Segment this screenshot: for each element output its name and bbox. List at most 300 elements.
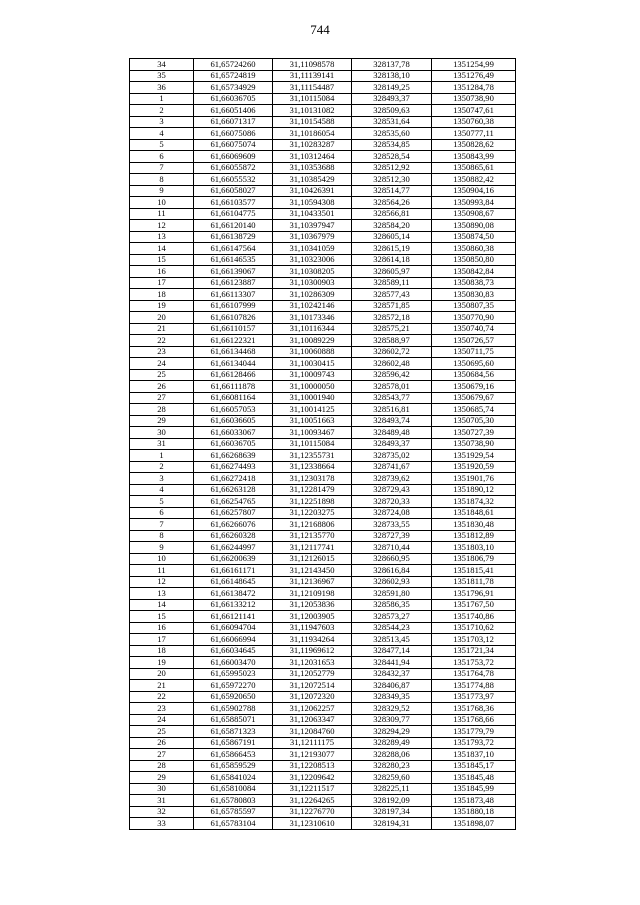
table-row (130, 323, 516, 335)
table-row (130, 335, 516, 347)
x-coordinate-cell: 328575,21 (352, 323, 432, 335)
latitude-cell: 61,66257807 (194, 507, 273, 519)
longitude-cell: 31,10594308 (273, 197, 352, 209)
longitude-cell: 31,10131082 (273, 105, 352, 117)
table-row (130, 185, 516, 197)
x-coordinate-cell: 328512,92 (352, 162, 432, 174)
table-row (130, 59, 516, 71)
y-coordinate-cell: 1351830,48 (432, 519, 516, 531)
longitude-cell: 31,12264265 (273, 795, 352, 807)
y-coordinate-cell: 1350874,50 (432, 231, 516, 243)
latitude-cell: 61,66268639 (194, 450, 273, 462)
x-coordinate-cell: 328578,01 (352, 381, 432, 393)
point-number-cell: 26 (130, 737, 194, 749)
longitude-cell: 31,10009743 (273, 369, 352, 381)
longitude-cell: 31,10308205 (273, 266, 352, 278)
latitude-cell: 61,65859529 (194, 760, 273, 772)
x-coordinate-cell: 328605,97 (352, 266, 432, 278)
latitude-cell: 61,66107999 (194, 300, 273, 312)
point-number-cell: 20 (130, 312, 194, 324)
longitude-cell: 31,10385429 (273, 174, 352, 186)
longitude-cell: 31,10014125 (273, 404, 352, 416)
point-number-cell: 10 (130, 553, 194, 565)
table-row (130, 70, 516, 82)
point-number-cell: 18 (130, 645, 194, 657)
point-number-cell: 20 (130, 668, 194, 680)
y-coordinate-cell: 1350685,74 (432, 404, 516, 416)
table-row (130, 174, 516, 186)
point-number-cell: 14 (130, 599, 194, 611)
table-row (130, 346, 516, 358)
y-coordinate-cell: 1351793,72 (432, 737, 516, 749)
latitude-cell: 61,66200639 (194, 553, 273, 565)
longitude-cell: 31,10173346 (273, 312, 352, 324)
table-row (130, 542, 516, 554)
point-number-cell: 15 (130, 254, 194, 266)
table-row (130, 254, 516, 266)
y-coordinate-cell: 1351874,32 (432, 496, 516, 508)
latitude-cell: 61,66058027 (194, 185, 273, 197)
y-coordinate-cell: 1350830,83 (432, 289, 516, 301)
x-coordinate-cell: 328477,14 (352, 645, 432, 657)
point-number-cell: 28 (130, 760, 194, 772)
y-coordinate-cell: 1350807,35 (432, 300, 516, 312)
point-number-cell: 3 (130, 116, 194, 128)
latitude-cell: 61,66075074 (194, 139, 273, 151)
y-coordinate-cell: 1351890,12 (432, 484, 516, 496)
longitude-cell: 31,12193077 (273, 749, 352, 761)
point-number-cell: 23 (130, 346, 194, 358)
table-row (130, 806, 516, 818)
latitude-cell: 61,66146535 (194, 254, 273, 266)
y-coordinate-cell: 1351703,12 (432, 634, 516, 646)
latitude-cell: 61,66051406 (194, 105, 273, 117)
latitude-cell: 61,66138472 (194, 588, 273, 600)
latitude-cell: 61,65885071 (194, 714, 273, 726)
y-coordinate-cell: 1351803,10 (432, 542, 516, 554)
point-number-cell: 29 (130, 415, 194, 427)
point-number-cell: 4 (130, 128, 194, 140)
y-coordinate-cell: 1350679,16 (432, 381, 516, 393)
latitude-cell: 61,65841024 (194, 772, 273, 784)
latitude-cell: 61,66266076 (194, 519, 273, 531)
table-row (130, 599, 516, 611)
table-row (130, 266, 516, 278)
table-row (130, 105, 516, 117)
y-coordinate-cell: 1351815,41 (432, 565, 516, 577)
longitude-cell: 31,12062257 (273, 703, 352, 715)
longitude-cell: 31,12053836 (273, 599, 352, 611)
point-number-cell: 21 (130, 323, 194, 335)
longitude-cell: 31,12084760 (273, 726, 352, 738)
point-number-cell: 8 (130, 174, 194, 186)
longitude-cell: 31,10426391 (273, 185, 352, 197)
x-coordinate-cell: 328544,23 (352, 622, 432, 634)
coordinate-table-body (130, 59, 516, 830)
longitude-cell: 31,12126015 (273, 553, 352, 565)
table-row (130, 427, 516, 439)
table-row (130, 289, 516, 301)
point-number-cell: 25 (130, 369, 194, 381)
latitude-cell: 61,65871323 (194, 726, 273, 738)
y-coordinate-cell: 1350738,90 (432, 438, 516, 450)
longitude-cell: 31,10060888 (273, 346, 352, 358)
latitude-cell: 61,65867191 (194, 737, 273, 749)
y-coordinate-cell: 1350727,39 (432, 427, 516, 439)
x-coordinate-cell: 328605,14 (352, 231, 432, 243)
point-number-cell: 3 (130, 473, 194, 485)
table-row (130, 645, 516, 657)
longitude-cell: 31,10051663 (273, 415, 352, 427)
longitude-cell: 31,12111175 (273, 737, 352, 749)
point-number-cell: 2 (130, 461, 194, 473)
latitude-cell: 61,66134044 (194, 358, 273, 370)
x-coordinate-cell: 328577,43 (352, 289, 432, 301)
y-coordinate-cell: 1351768,66 (432, 714, 516, 726)
longitude-cell: 31,12135770 (273, 530, 352, 542)
y-coordinate-cell: 1351837,10 (432, 749, 516, 761)
x-coordinate-cell: 328572,18 (352, 312, 432, 324)
longitude-cell: 31,10115084 (273, 93, 352, 105)
y-coordinate-cell: 1351811,78 (432, 576, 516, 588)
table-row (130, 82, 516, 94)
x-coordinate-cell: 328566,81 (352, 208, 432, 220)
latitude-cell: 61,65995023 (194, 668, 273, 680)
x-coordinate-cell: 328280,23 (352, 760, 432, 772)
y-coordinate-cell: 1350777,11 (432, 128, 516, 140)
latitude-cell: 61,65724819 (194, 70, 273, 82)
longitude-cell: 31,10001940 (273, 392, 352, 404)
table-row (130, 760, 516, 772)
longitude-cell: 31,12310610 (273, 818, 352, 830)
point-number-cell: 19 (130, 657, 194, 669)
point-number-cell: 9 (130, 542, 194, 554)
table-row (130, 93, 516, 105)
page-number: 744 (310, 22, 330, 37)
y-coordinate-cell: 1350882,42 (432, 174, 516, 186)
longitude-cell: 31,11934264 (273, 634, 352, 646)
latitude-cell: 61,66055872 (194, 162, 273, 174)
table-row (130, 151, 516, 163)
x-coordinate-cell: 328432,37 (352, 668, 432, 680)
x-coordinate-cell: 328138,10 (352, 70, 432, 82)
table-row (130, 622, 516, 634)
longitude-cell: 31,11154487 (273, 82, 352, 94)
x-coordinate-cell: 328584,20 (352, 220, 432, 232)
latitude-cell: 61,66107826 (194, 312, 273, 324)
longitude-cell: 31,12208513 (273, 760, 352, 772)
x-coordinate-cell: 328602,48 (352, 358, 432, 370)
x-coordinate-cell: 328516,81 (352, 404, 432, 416)
x-coordinate-cell: 328586,35 (352, 599, 432, 611)
point-number-cell: 12 (130, 576, 194, 588)
x-coordinate-cell: 328406,87 (352, 680, 432, 692)
longitude-cell: 31,12168806 (273, 519, 352, 531)
y-coordinate-cell: 1350908,67 (432, 208, 516, 220)
y-coordinate-cell: 1350865,61 (432, 162, 516, 174)
latitude-cell: 61,66057053 (194, 404, 273, 416)
table-row (130, 369, 516, 381)
y-coordinate-cell: 1351768,36 (432, 703, 516, 715)
latitude-cell: 61,66120140 (194, 220, 273, 232)
point-number-cell: 9 (130, 185, 194, 197)
latitude-cell: 61,66034645 (194, 645, 273, 657)
x-coordinate-cell: 328493,37 (352, 93, 432, 105)
x-coordinate-cell: 328512,30 (352, 174, 432, 186)
longitude-cell: 31,11098578 (273, 59, 352, 71)
y-coordinate-cell: 1351898,07 (432, 818, 516, 830)
x-coordinate-cell: 328739,62 (352, 473, 432, 485)
table-row (130, 473, 516, 485)
x-coordinate-cell: 328729,43 (352, 484, 432, 496)
table-row (130, 438, 516, 450)
latitude-cell: 61,65902788 (194, 703, 273, 715)
longitude-cell: 31,10089229 (273, 335, 352, 347)
point-number-cell: 27 (130, 749, 194, 761)
point-number-cell: 6 (130, 151, 194, 163)
x-coordinate-cell: 328564,26 (352, 197, 432, 209)
point-number-cell: 16 (130, 622, 194, 634)
latitude-cell: 61,66148645 (194, 576, 273, 588)
y-coordinate-cell: 1350842,84 (432, 266, 516, 278)
y-coordinate-cell: 1350828,62 (432, 139, 516, 151)
table-row (130, 576, 516, 588)
point-number-cell: 24 (130, 358, 194, 370)
y-coordinate-cell: 1351254,99 (432, 59, 516, 71)
table-row (130, 116, 516, 128)
y-coordinate-cell: 1350705,30 (432, 415, 516, 427)
longitude-cell: 31,12003905 (273, 611, 352, 623)
point-number-cell: 26 (130, 381, 194, 393)
x-coordinate-cell: 328614,18 (352, 254, 432, 266)
x-coordinate-cell: 328588,97 (352, 335, 432, 347)
y-coordinate-cell: 1351284,78 (432, 82, 516, 94)
latitude-cell: 61,65724260 (194, 59, 273, 71)
x-coordinate-cell: 328720,33 (352, 496, 432, 508)
latitude-cell: 61,66254765 (194, 496, 273, 508)
point-number-cell: 17 (130, 277, 194, 289)
latitude-cell: 61,66066994 (194, 634, 273, 646)
x-coordinate-cell: 328225,11 (352, 783, 432, 795)
table-row (130, 381, 516, 393)
point-number-cell: 14 (130, 243, 194, 255)
latitude-cell: 61,66071317 (194, 116, 273, 128)
x-coordinate-cell: 328589,11 (352, 277, 432, 289)
point-number-cell: 31 (130, 438, 194, 450)
coordinate-table (129, 58, 516, 830)
latitude-cell: 61,66123887 (194, 277, 273, 289)
latitude-cell: 61,66263128 (194, 484, 273, 496)
point-number-cell: 5 (130, 496, 194, 508)
point-number-cell: 16 (130, 266, 194, 278)
y-coordinate-cell: 1350684,56 (432, 369, 516, 381)
x-coordinate-cell: 328294,29 (352, 726, 432, 738)
point-number-cell: 25 (130, 726, 194, 738)
x-coordinate-cell: 328571,85 (352, 300, 432, 312)
point-number-cell: 4 (130, 484, 194, 496)
y-coordinate-cell: 1350726,57 (432, 335, 516, 347)
latitude-cell: 61,65920650 (194, 691, 273, 703)
latitude-cell: 61,66094704 (194, 622, 273, 634)
point-number-cell: 18 (130, 289, 194, 301)
x-coordinate-cell: 328660,95 (352, 553, 432, 565)
x-coordinate-cell: 328259,60 (352, 772, 432, 784)
point-number-cell: 6 (130, 507, 194, 519)
x-coordinate-cell: 328509,63 (352, 105, 432, 117)
table-row (130, 277, 516, 289)
y-coordinate-cell: 1350760,38 (432, 116, 516, 128)
latitude-cell: 61,66121141 (194, 611, 273, 623)
y-coordinate-cell: 1351845,17 (432, 760, 516, 772)
table-row (130, 530, 516, 542)
x-coordinate-cell: 328602,93 (352, 576, 432, 588)
longitude-cell: 31,11947603 (273, 622, 352, 634)
table-row (130, 450, 516, 462)
x-coordinate-cell: 328615,19 (352, 243, 432, 255)
latitude-cell: 61,66113307 (194, 289, 273, 301)
x-coordinate-cell: 328489,48 (352, 427, 432, 439)
latitude-cell: 61,66139067 (194, 266, 273, 278)
x-coordinate-cell: 328741,67 (352, 461, 432, 473)
y-coordinate-cell: 1351806,79 (432, 553, 516, 565)
table-row (130, 484, 516, 496)
y-coordinate-cell: 1351764,78 (432, 668, 516, 680)
latitude-cell: 61,66138729 (194, 231, 273, 243)
latitude-cell: 61,66103577 (194, 197, 273, 209)
longitude-cell: 31,12211517 (273, 783, 352, 795)
table-row (130, 162, 516, 174)
y-coordinate-cell: 1350711,75 (432, 346, 516, 358)
longitude-cell: 31,10242146 (273, 300, 352, 312)
y-coordinate-cell: 1351740,86 (432, 611, 516, 623)
table-row (130, 726, 516, 738)
y-coordinate-cell: 1350679,67 (432, 392, 516, 404)
y-coordinate-cell: 1351929,54 (432, 450, 516, 462)
y-coordinate-cell: 1350740,74 (432, 323, 516, 335)
latitude-cell: 61,66036605 (194, 415, 273, 427)
point-number-cell: 15 (130, 611, 194, 623)
y-coordinate-cell: 1350738,90 (432, 93, 516, 105)
y-coordinate-cell: 1350838,73 (432, 277, 516, 289)
latitude-cell: 61,66128466 (194, 369, 273, 381)
table-row (130, 565, 516, 577)
table-row (130, 496, 516, 508)
table-row (130, 220, 516, 232)
x-coordinate-cell: 328493,74 (352, 415, 432, 427)
point-number-cell: 35 (130, 70, 194, 82)
longitude-cell: 31,12143450 (273, 565, 352, 577)
table-row (130, 507, 516, 519)
y-coordinate-cell: 1351773,97 (432, 691, 516, 703)
point-number-cell: 2 (130, 105, 194, 117)
y-coordinate-cell: 1350747,61 (432, 105, 516, 117)
point-number-cell: 36 (130, 82, 194, 94)
y-coordinate-cell: 1350993,84 (432, 197, 516, 209)
table-row (130, 657, 516, 669)
longitude-cell: 31,11139141 (273, 70, 352, 82)
y-coordinate-cell: 1351276,49 (432, 70, 516, 82)
x-coordinate-cell: 328137,78 (352, 59, 432, 71)
x-coordinate-cell: 328591,80 (352, 588, 432, 600)
latitude-cell: 61,66272418 (194, 473, 273, 485)
longitude-cell: 31,12109198 (273, 588, 352, 600)
point-number-cell: 5 (130, 139, 194, 151)
y-coordinate-cell: 1350770,90 (432, 312, 516, 324)
y-coordinate-cell: 1350850,80 (432, 254, 516, 266)
longitude-cell: 31,12136967 (273, 576, 352, 588)
point-number-cell: 24 (130, 714, 194, 726)
point-number-cell: 10 (130, 197, 194, 209)
table-row (130, 208, 516, 220)
longitude-cell: 31,10367979 (273, 231, 352, 243)
y-coordinate-cell: 1351812,89 (432, 530, 516, 542)
x-coordinate-cell: 328535,60 (352, 128, 432, 140)
point-number-cell: 8 (130, 530, 194, 542)
x-coordinate-cell: 328194,31 (352, 818, 432, 830)
point-number-cell: 32 (130, 806, 194, 818)
table-row (130, 818, 516, 830)
latitude-cell: 61,66104775 (194, 208, 273, 220)
table-row (130, 749, 516, 761)
latitude-cell: 61,66134468 (194, 346, 273, 358)
x-coordinate-cell: 328616,84 (352, 565, 432, 577)
y-coordinate-cell: 1350860,38 (432, 243, 516, 255)
y-coordinate-cell: 1351920,59 (432, 461, 516, 473)
point-number-cell: 30 (130, 427, 194, 439)
point-number-cell: 27 (130, 392, 194, 404)
point-number-cell: 7 (130, 519, 194, 531)
longitude-cell: 31,10093467 (273, 427, 352, 439)
x-coordinate-cell: 328528,54 (352, 151, 432, 163)
longitude-cell: 31,12251898 (273, 496, 352, 508)
y-coordinate-cell: 1351774,88 (432, 680, 516, 692)
y-coordinate-cell: 1351710,62 (432, 622, 516, 634)
y-coordinate-cell: 1351901,76 (432, 473, 516, 485)
table-row (130, 300, 516, 312)
latitude-cell: 61,66036705 (194, 438, 273, 450)
x-coordinate-cell: 328149,25 (352, 82, 432, 94)
latitude-cell: 61,65780803 (194, 795, 273, 807)
point-number-cell: 29 (130, 772, 194, 784)
longitude-cell: 31,10323006 (273, 254, 352, 266)
longitude-cell: 31,10115084 (273, 438, 352, 450)
x-coordinate-cell: 328735,02 (352, 450, 432, 462)
latitude-cell: 61,65972270 (194, 680, 273, 692)
latitude-cell: 61,66075086 (194, 128, 273, 140)
table-row (130, 772, 516, 784)
latitude-cell: 61,65866453 (194, 749, 273, 761)
table-row (130, 737, 516, 749)
longitude-cell: 31,10397947 (273, 220, 352, 232)
longitude-cell: 31,10283287 (273, 139, 352, 151)
x-coordinate-cell: 328288,06 (352, 749, 432, 761)
table-row (130, 519, 516, 531)
table-row (130, 634, 516, 646)
x-coordinate-cell: 328596,42 (352, 369, 432, 381)
latitude-cell: 61,66110157 (194, 323, 273, 335)
latitude-cell: 61,65734929 (194, 82, 273, 94)
y-coordinate-cell: 1351767,50 (432, 599, 516, 611)
point-number-cell: 21 (130, 680, 194, 692)
x-coordinate-cell: 328602,72 (352, 346, 432, 358)
x-coordinate-cell: 328543,77 (352, 392, 432, 404)
longitude-cell: 31,10300903 (273, 277, 352, 289)
table-row (130, 611, 516, 623)
y-coordinate-cell: 1351848,61 (432, 507, 516, 519)
longitude-cell: 31,12072320 (273, 691, 352, 703)
point-number-cell: 13 (130, 231, 194, 243)
latitude-cell: 61,66244997 (194, 542, 273, 554)
